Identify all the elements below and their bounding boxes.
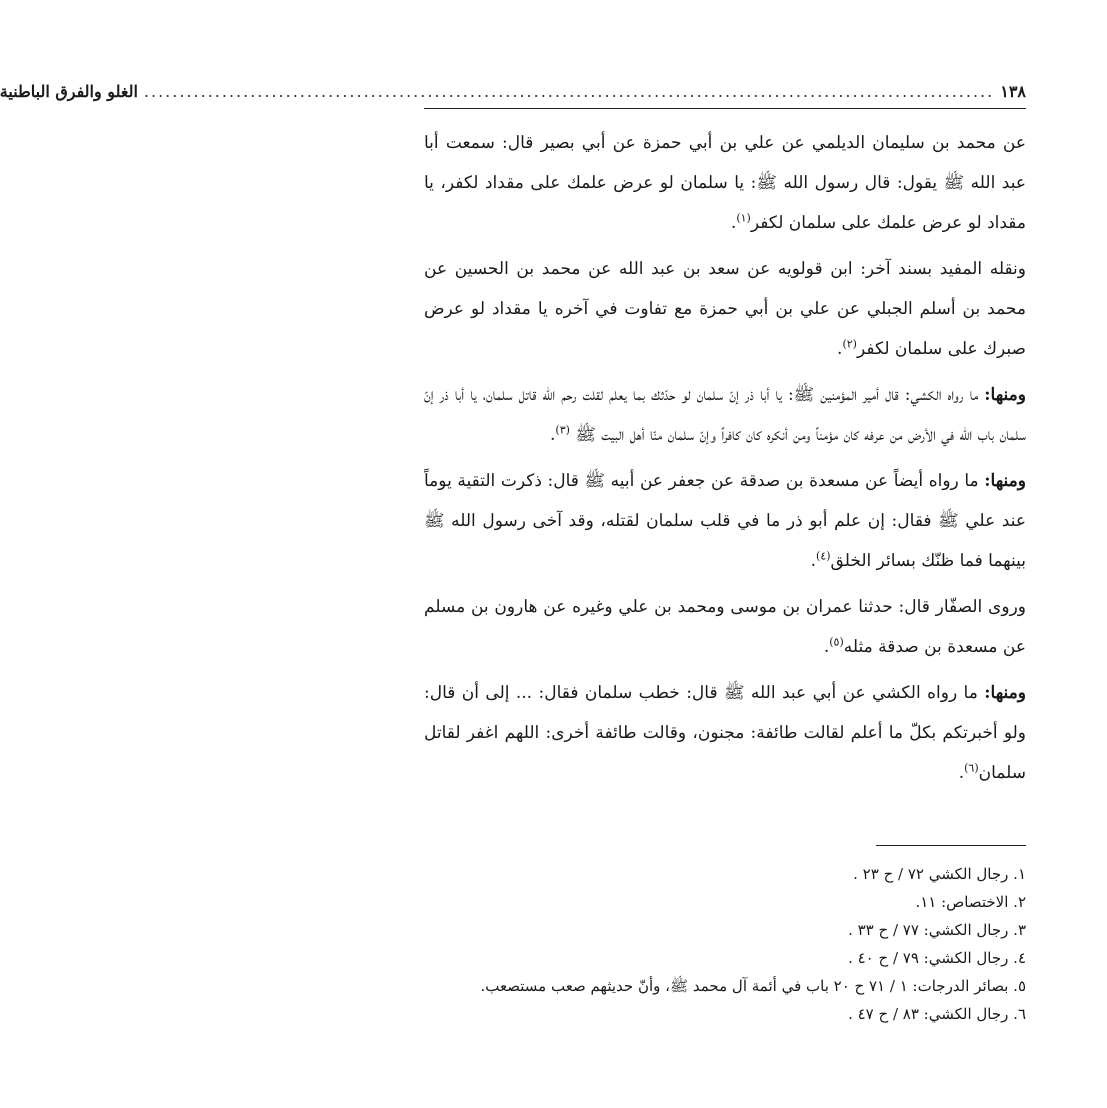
footnote-ref-2[interactable]: (٢) [842, 337, 857, 351]
footnote-4: ٤. رجال الكشي: ٧٩ / ح ٤٠ . [848, 949, 1026, 967]
footnote-5: ٥. بصائر الدرجات: ١ / ٧١ ح ٢٠ باب في أئمة آل محمد ﷺ، وأنّ حديثهم صعب مستصعب. [480, 977, 1026, 995]
footnote-ref-3[interactable]: (٣) [555, 423, 570, 437]
footnote-1: ١. رجال الكشي ٧٢ / ح ٢٣ . [853, 865, 1026, 883]
running-title: الغلو والفرق الباطنية [0, 82, 138, 101]
paragraph-2 [424, 249, 1026, 369]
paragraph-5 [424, 587, 1026, 667]
paragraph-text: ما رواه أيضاً عن مسعدة بن صدقة عن جعفر عن أبيه ﷺ قال: ذكرت التقية يوماً عند علي ﷺ فقال: إن علم أبو ذر ما في قلب سلمان لقتله، وقد آخى رسول الله ﷺ بينهما فما ظنّك بسائر الخلق [424, 471, 1026, 571]
footnote-ref-1[interactable]: (١) [736, 211, 751, 225]
footnote-6: ٦. رجال الكشي: ٨٣ / ح ٤٧ . [848, 1005, 1026, 1023]
paragraph-tail: . [837, 339, 843, 359]
footnotes-list [424, 860, 1026, 1028]
paragraph-tail: . [823, 637, 830, 657]
paragraph-lead: ومنها: [984, 385, 1026, 405]
footnote-3: ٣. رجال الكشي: ٧٧ / ح ٣٣ . [848, 921, 1026, 939]
paragraph-text: ما رواه الكشي عن أبي عبد الله ﷺ قال: خطب سلمان فقال: ... إلى أن قال: ولو أخبرتكم بكلّ ما أعلم لقالت طائفة: مجنون، وقالت طائفة أخرى: اللهم اغفر لقاتل سلمان [424, 683, 1026, 783]
paragraph-tail: . [730, 213, 737, 233]
paragraph-6 [424, 673, 1026, 793]
paragraph-text: وروى الصفّار قال: حدثنا عمران بن موسى ومحمد بن علي وغيره عن هارون بن مسلم عن مسعدة بن صدقة مثله [424, 597, 1026, 657]
paragraph-tail: . [810, 551, 817, 571]
main-text [424, 123, 1026, 793]
paragraph-lead: ومنها: [984, 471, 1026, 491]
page-number: ١٣٨ [1000, 82, 1026, 101]
footnote-divider [876, 845, 1026, 846]
page [0, 78, 1026, 1028]
footnote-ref-4[interactable]: (٤) [816, 549, 831, 563]
paragraph-4 [424, 461, 1026, 581]
header-divider [424, 108, 1026, 109]
paragraph-tail: . [958, 763, 965, 783]
footnote-ref-5[interactable]: (٥) [829, 635, 844, 649]
footnote-ref-6[interactable]: (٦) [964, 761, 979, 775]
header-dot-leader: ........................................................................................................................ [143, 82, 995, 101]
paragraph-text: عن محمد بن سليمان الديلمي عن علي بن أبي حمزة عن أبي بصير قال: سمعت أبا عبد الله ﷺ يقول: قال رسول الله ﷺ: يا سلمان لو عرض علمك على مقداد لكفر، يا مقداد لو عرض علمك على سلمان لكفر [424, 133, 1026, 233]
paragraph-1 [424, 123, 1026, 243]
paragraph-text: ما رواه الكشي: قال أمير المؤمنين ﷺ: يا أبا ذر إنّ سلمان لو حدّثك بما يعلم لقلت رحم الله قاتل سلمان، يا أبا ذر إنّ سلمان باب الله في الأرض من عرفه كان مؤمناً ومن أنكره كان كافراً وإنّ سلمان منّا أهل البيت ﷺ [424, 385, 1026, 445]
footnote-2: ٢. الاختصاص: ١١. [915, 893, 1026, 911]
paragraph-3 [424, 375, 1026, 455]
running-header [0, 78, 1026, 106]
paragraph-lead: ومنها: [984, 683, 1026, 703]
paragraph-tail: . [550, 425, 556, 445]
paragraph-text: ونقله المفيد بسند آخر: ابن قولويه عن سعد بن عبد الله عن محمد بن الحسين عن محمد بن أسلم الجبلي عن علي بن أبي حمزة مع تفاوت في آخره يا مقداد لو عرض صبرك على سلمان لكفر [424, 259, 1026, 359]
